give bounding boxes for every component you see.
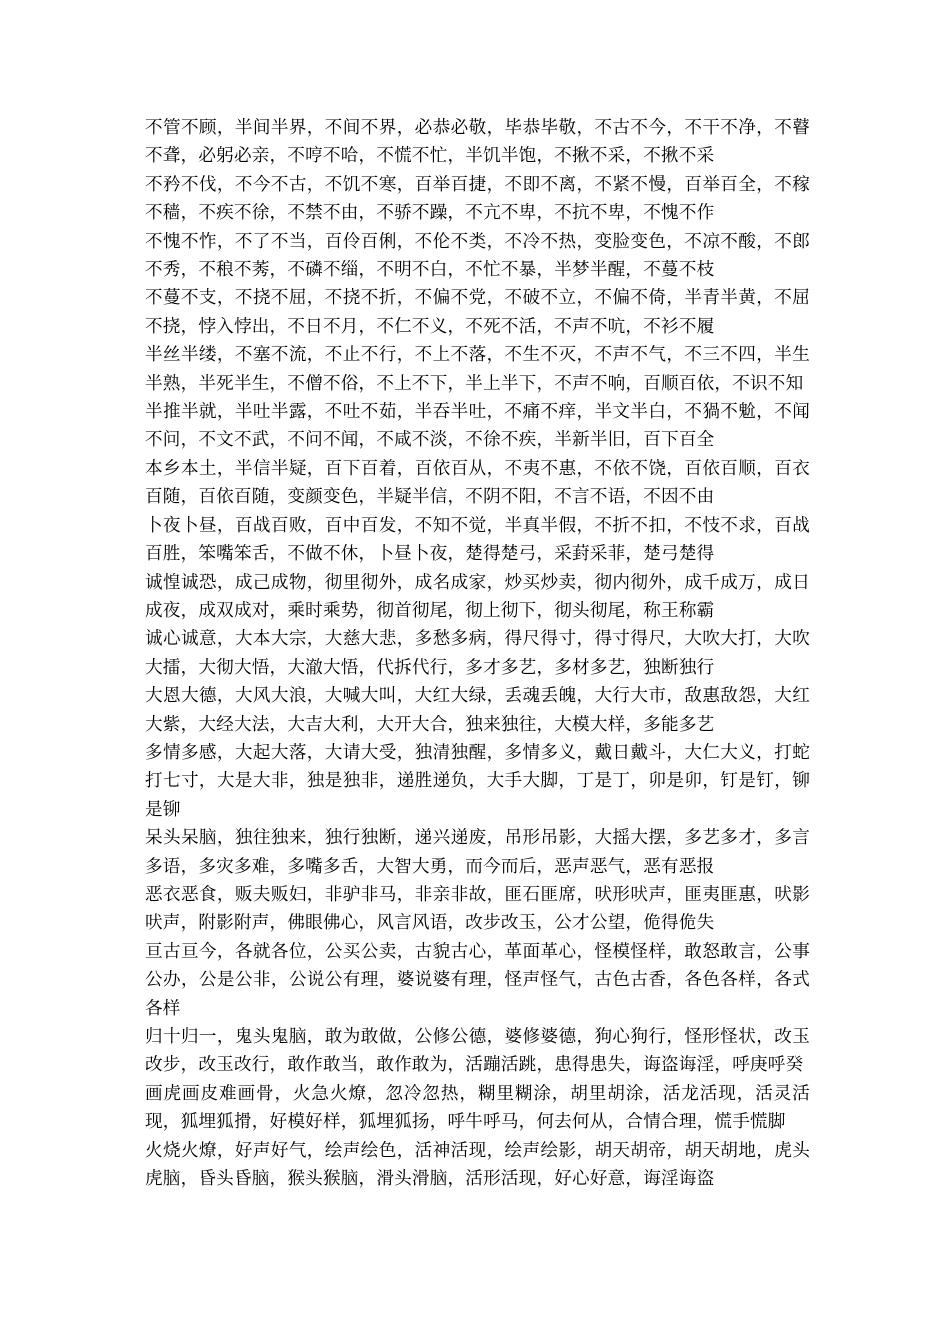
paragraph-12: 多情多感，大起大落，大请大受，独清独醒，多情多义，戴日戴斗，大仁大义，打蛇打七寸，大是大非，独是独非，递胜递负，大手大脚，丁是丁，卯是卯，钉是钉，铆是铆 (145, 742, 810, 820)
paragraph-8: 卜夜卜昼，百战百败，百中百发，不知不觉，半真半假，不折不扣，不忮不求，百战百胜，笨嘴笨舌，不做不休，卜昼卜夜，楚得楚弓，采葑采菲，楚弓楚得 (145, 515, 810, 565)
paragraph-4: 不蔓不支，不挠不屈，不挠不折，不偏不党，不破不立，不偏不倚，半青半黄，不屈不挠，悖入悖出，不日不月，不仁不义，不死不活，不声不吭，不衫不履 (145, 288, 810, 337)
paragraph-9: 诚惶诚恐，成己成物，彻里彻外，成名成家，炒买炒卖，彻内彻外，成千成万，成日成夜，成双成对，乘时乘势，彻首彻尾，彻上彻下，彻头彻尾，称王称霸 (145, 572, 810, 621)
paragraph-3: 不愧不怍，不了不当，百伶百俐，不伦不类，不冷不热，变脸变色，不凉不酸，不郎不秀，不稂不莠，不磷不缁，不明不白，不忙不暴，半梦半醒，不蔓不枝 (145, 231, 810, 281)
paragraph-5: 半丝半缕，不塞不流，不止不行，不上不落，不生不灭，不声不气，不三不四，半生半熟，半死半生，不僧不俗，不上不下，半上半下，不声不响，百顺百依，不识不知 (145, 345, 810, 394)
paragraph-14: 恶衣恶食，贩夫贩妇，非驴非马，非亲非故，匪石匪席，吠形吠声，匪夷匪惠，吠影吠声，附影附声，佛眼佛心，风言风语，改步改玉，公才公望，佹得佹失 (145, 884, 810, 934)
paragraph-10: 诚心诚意，大本大宗，大慈大悲，多愁多病，得尺得寸，得寸得尺，大吹大打，大吹大擂，大彻大悟，大澈大悟，代拆代行，多才多艺，多材多艺，独断独行 (145, 629, 810, 678)
paragraph-17: 画虎画皮难画骨，火急火燎，忽冷忽热，糊里糊涂，胡里胡涂，活龙活现，活灵活现，狐埋狐搰，好模好样，狐埋狐扬，呼牛呼马，何去何从，合情合理，慌手慌脚 (145, 1083, 810, 1133)
paragraph-2: 不矜不伐，不今不古，不饥不寒，百举百捷，不即不离，不紧不慢，百举百全，不稼不穑，不疾不徐，不禁不由，不骄不躁，不亢不卑，不抗不卑，不愧不作 (145, 174, 810, 224)
paragraph-18: 火烧火燎，好声好气，绘声绘色，活神活现，绘声绘影，胡天胡帝，胡天胡地，虎头虎脑，昏头昏脑，猴头猴脑，滑头滑脑，活形活现，好心好意，诲淫诲盗 (145, 1140, 810, 1190)
paragraph-13: 呆头呆脑，独往独来，独行独断，递兴递废，吊形吊影，大摇大摆，多艺多才，多言多语，多灾多难，多嘴多舌，大智大勇，而今而后，恶声恶气，恶有恶报 (145, 828, 810, 877)
paragraph-7: 本乡本土，半信半疑，百下百着，百依百从，不夷不惠，不依不饶，百依百顺，百衣百随，百依百随，变颜变色，半疑半信，不阴不阳，不言不语，不因不由 (145, 458, 810, 508)
paragraph-11: 大恩大德，大风大浪，大喊大叫，大红大绿，丢魂丢魄，大行大市，敌惠敌怨，大红大紫，大经大法，大吉大利，大开大合，独来独往，大模大样，多能多艺 (145, 686, 810, 735)
paragraph-16: 归十归一，鬼头鬼脑，敢为敢做，公修公德，婆修婆德，狗心狗行，怪形怪状，改玉改步，改玉改行，敢作敢当，敢作敢为，活蹦活跳，患得患失，诲盗诲淫，呼庚呼癸 (145, 1027, 810, 1076)
paragraph-15: 亘古亘今，各就各位，公买公卖，古貌古心，革面革心，怪模怪样，敢怒敢言，公事公办，公是公非，公说公有理，婆说婆有理，怪声怪气，古色古香，各色各样，各式各样 (145, 941, 810, 1019)
paragraph-6: 半推半就，半吐半露，不吐不茹，半吞半吐，不痛不痒，半文半白，不猧不魀，不闻不问，不文不武，不问不闻，不咸不淡，不徐不疾，半新半旧，百下百全 (145, 402, 810, 451)
paragraph-1: 不管不顾，半间半界，不间不界，必恭必敬，毕恭毕敬，不古不今，不干不净，不瞽不聋，必躬必亲，不哼不哈，不慌不忙，半饥半饱，不揪不采，不揪不采 (145, 118, 810, 167)
document-body (145, 114, 810, 1193)
